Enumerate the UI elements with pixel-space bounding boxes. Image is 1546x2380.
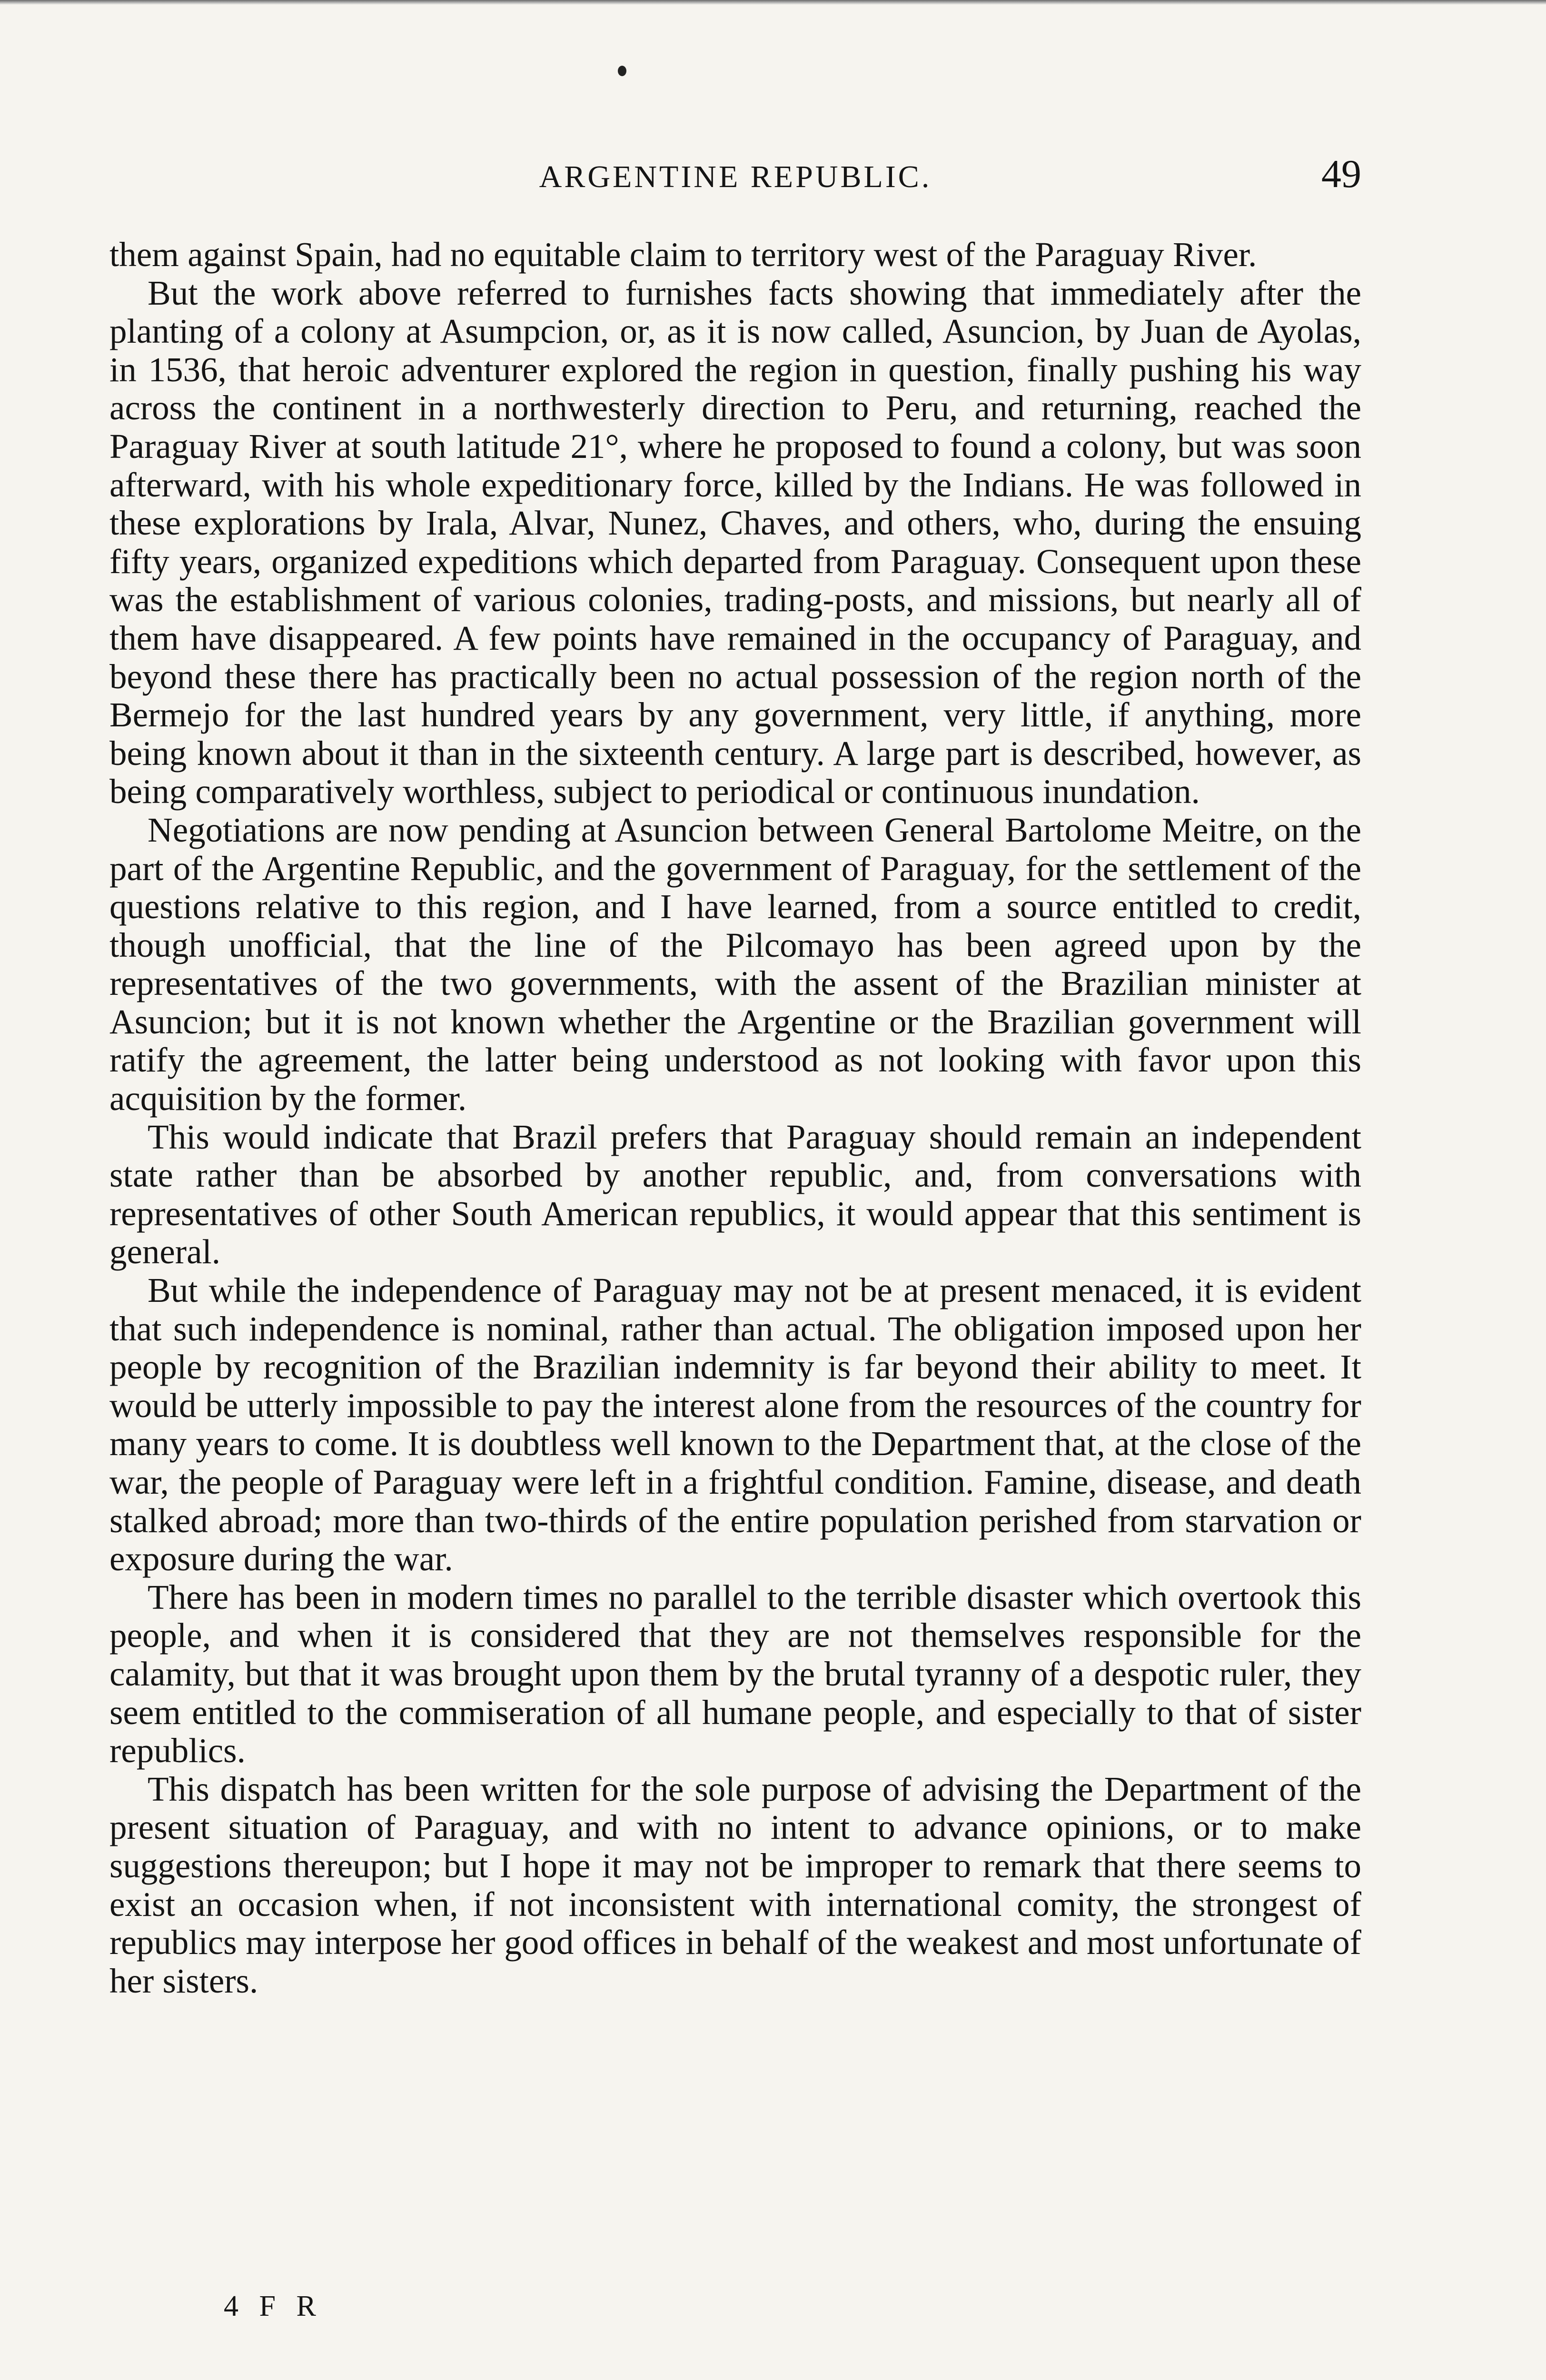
paragraph: Negotiations are now pending at Asuncion between General Bartolome Meitre, on the part of the Argentine Republic, and the government of Paraguay, for the settlement of the questions relative to this region, and I have learned, from a source entitled to credit, though unofficial, that the line of the Pilcomayo has been agreed upon by the representatives of the two governments, with the assent of the Brazilian minister at Asuncion; but it is not known whether the Argentine or the Brazilian government will ratify the agreement, the latter being understood as not looking with favor upon this acquisition by the former. xyxy=(109,810,1361,1118)
paragraph: There has been in modern times no parallel to the terrible disaster which overtook this people, and when it is considered that they are not themselves responsible for the calamity, but that it was brought upon them by the brutal tyranny of a despotic ruler, they seem entitled to the commiseration of all humane people, and especially to that of sister republics. xyxy=(109,1577,1361,1770)
paragraph: This dispatch has been written for the sole purpose of advising the Department of the present situation of Paraguay, and with no intent to advance opinions, or to make suggestions thereupon; but I hope it may not be improper to remark that there seems to exist an occasion when, if not inconsistent with international comity, the strongest of republics may interpose her good offices in behalf of the weakest and most unfortunate of her sisters. xyxy=(109,1769,1361,2000)
paragraph: This would indicate that Brazil prefers that Paraguay should remain an independent state rather than be absorbed by another republic, and, from conversations with representatives of other South American republics, it would appear that this sentiment is general. xyxy=(109,1117,1361,1271)
ink-dot xyxy=(618,66,626,76)
paragraph: But the work above referred to furnishes facts showing that immediately after the planting of a colony at Asumpcion, or, as it is now called, Asuncion, by Juan de Ayolas, in 1536, that heroic adventurer explored the region in question, finally pushing his way across the continent in a northwesterly direction to Peru, and returning, reached the Paraguay River at south latitude 21°, where he proposed to found a colony, but was soon afterward, with his whole expeditionary force, killed by the Indians. He was followed in these explorations by Irala, Alvar, Nunez, Chaves, and others, who, during the ensuing fifty years, organized expeditions which departed from Paraguay. Consequent upon these was the establishment of various colonies, trading-posts, and missions, but nearly all of them have disappeared. A few points have remained in the occupancy of Paraguay, and beyond these there has practically been no actual possession of the region north of the Bermejo for the last hundred years by any government, very little, if anything, more being known about it than in the sixteenth century. A large part is described, however, as being comparatively worthless, subject to periodical or continuous inundation. xyxy=(109,273,1361,811)
signature-mark: 4 F R xyxy=(224,2290,323,2322)
body-text xyxy=(109,236,1361,2000)
top-edge-rule xyxy=(0,0,1546,5)
page-header xyxy=(109,153,1361,201)
paragraph: But while the independence of Paraguay may not be at present menaced, it is evident that such independence is nominal, rather than actual. The obligation imposed upon her people by recognition of the Brazilian indemnity is far beyond their ability to meet. It would be utterly impossible to pay the interest alone from the resources of the country for many years to come. It is doubtless well known to the Department that, at the close of the war, the people of Paraguay were left in a frightful condition. Famine, disease, and death stalked abroad; more than two-thirds of the entire population perished from starvation or exposure during the war. xyxy=(109,1271,1361,1578)
paragraph-continued: them against Spain, had no equitable claim to territory west of the Paraguay River. xyxy=(109,235,1257,274)
page-number: 49 xyxy=(1321,152,1361,196)
running-title: ARGENTINE REPUBLIC. xyxy=(539,159,932,194)
